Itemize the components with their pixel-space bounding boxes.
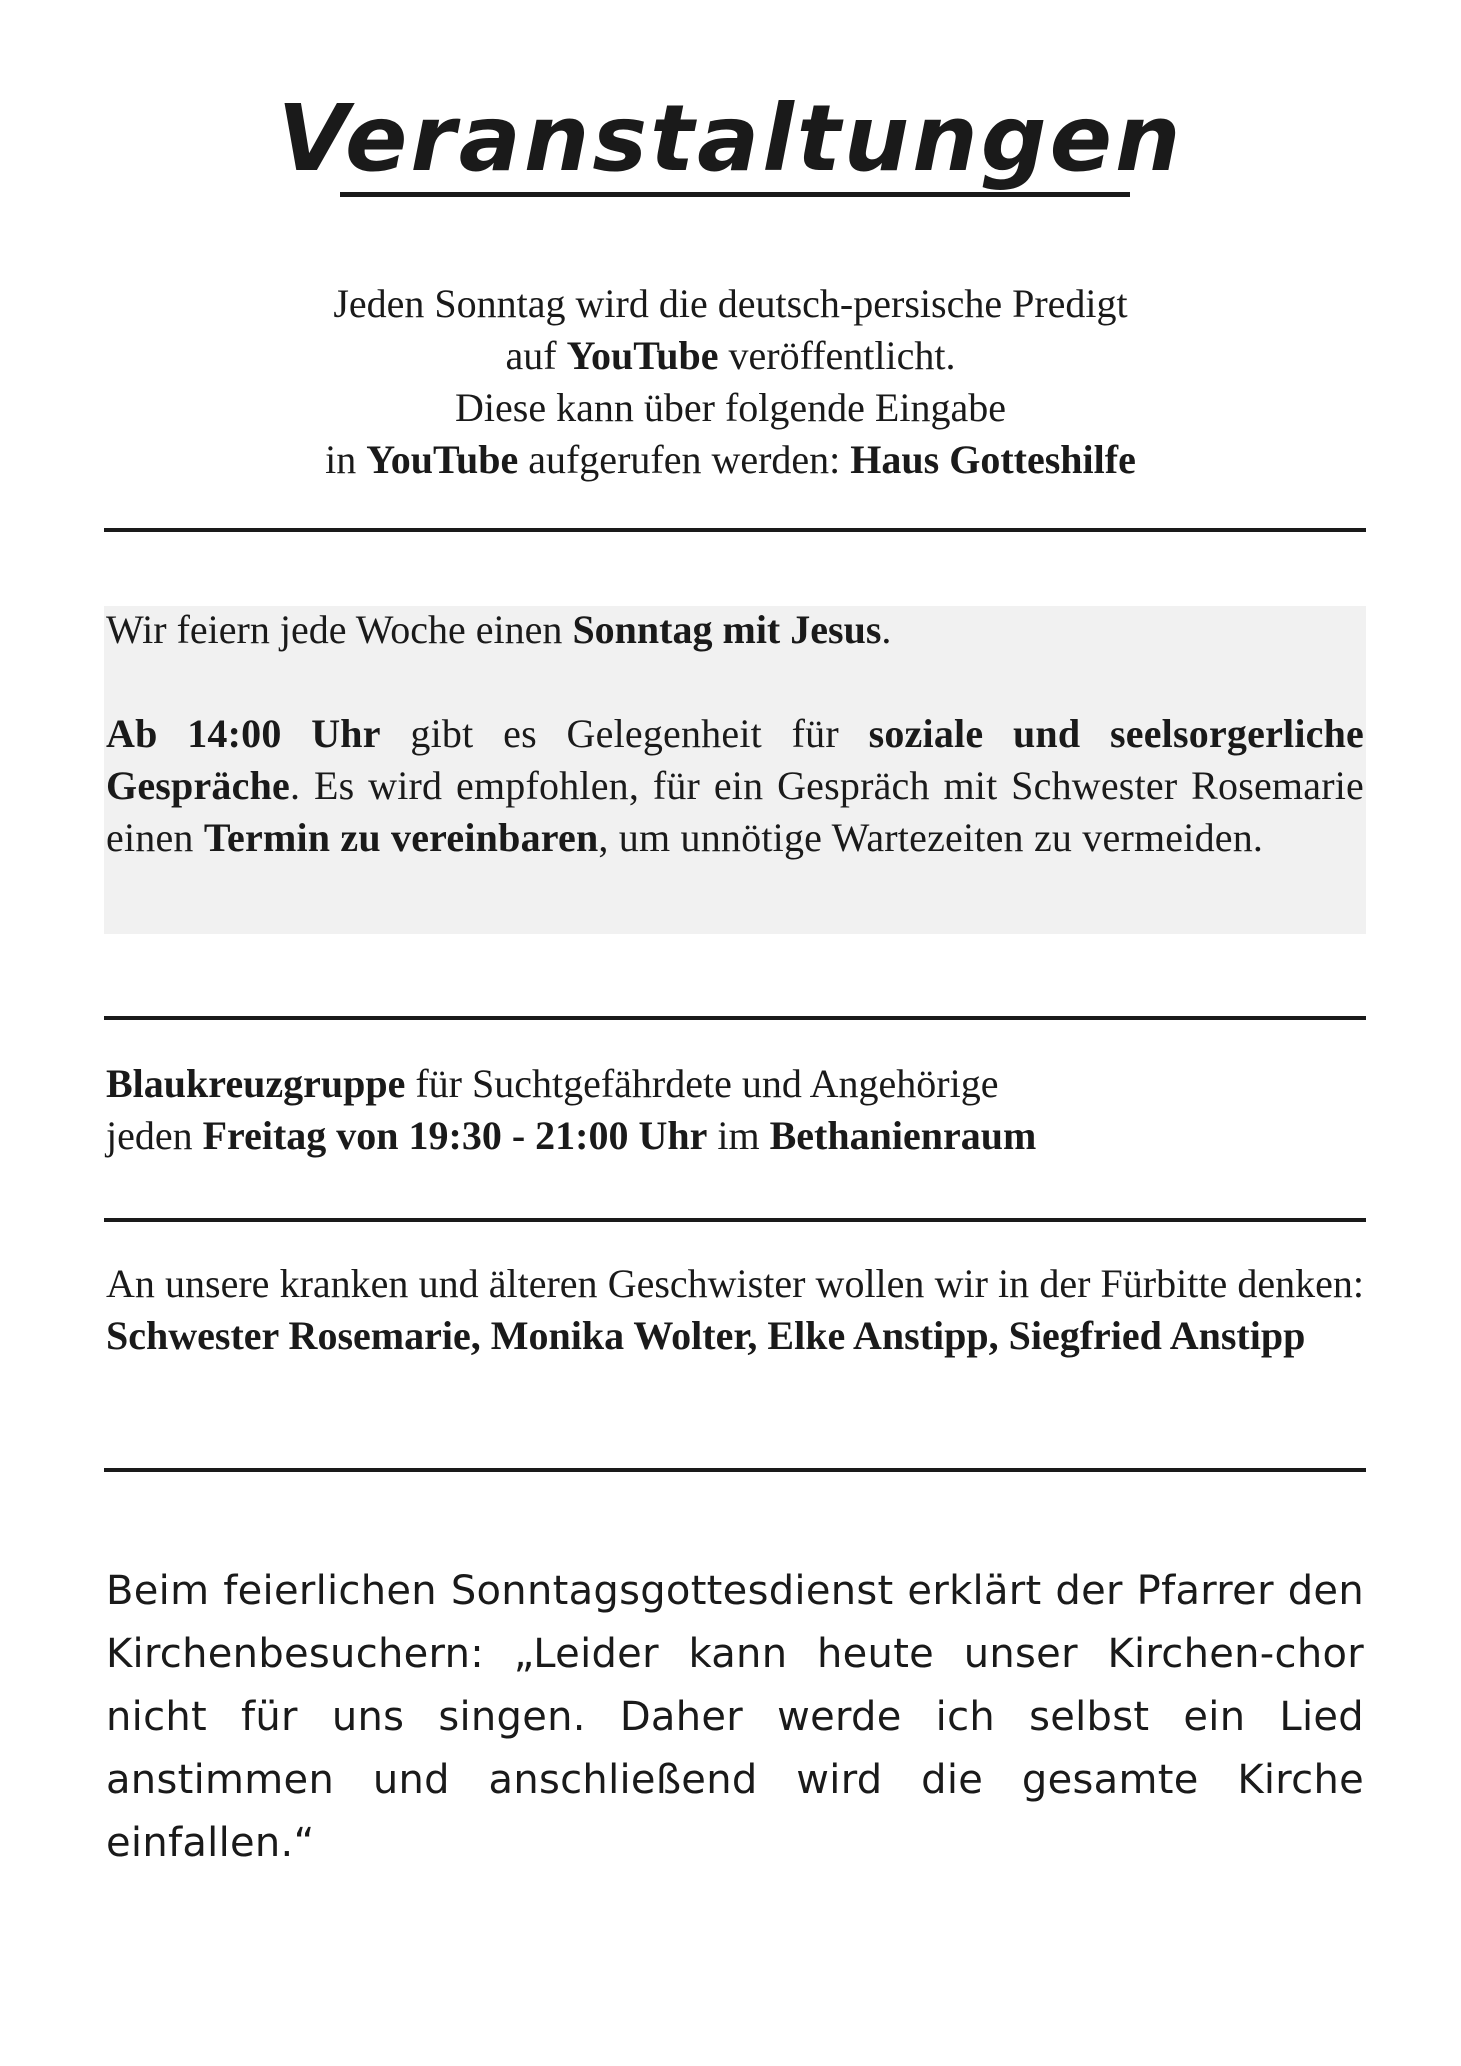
sunday-paragraph-1 <box>106 604 1364 656</box>
joke-paragraph: Beim feierlichen Sonntagsgottesdienst erklärt der Pfarrer den Kirchenbesuchern: „Leider kann heute unser Kirchen-chor nicht für uns singen. Daher werde ich selbst ein Lied anstimmen und anschließend wird die gesamte Kirche einfallen.“ <box>106 1568 1364 1866</box>
blaukreuz-text-3: im <box>707 1113 770 1158</box>
sunday-paragraph-2 <box>106 708 1364 864</box>
blaukreuz-line-2 <box>106 1110 1364 1162</box>
divider-2 <box>104 1016 1366 1020</box>
sunday-p2-bold-3: Termin zu vereinbaren <box>203 815 599 860</box>
sunday-section <box>106 604 1364 864</box>
prayer-section <box>106 1258 1364 1362</box>
divider-4 <box>104 1468 1366 1472</box>
sunday-paragraph-spacer <box>106 656 1364 708</box>
sunday-p2-text-1: gibt es Gelegenheit für <box>380 711 869 756</box>
blaukreuz-section <box>106 1058 1364 1162</box>
prayer-text: An unsere kranken und älteren Geschwister wollen wir in der Fürbitte denken: <box>106 1261 1364 1306</box>
intro-line-3: Diese kann über folgende Eingabe <box>455 385 1006 430</box>
sunday-p2-text-2: . Es wird empfohlen, für ein Gespräch mit Schwester Rosemarie einen <box>106 763 1364 860</box>
intro-line-1: Jeden Sonntag wird die deutsch-persische Predigt <box>333 281 1128 326</box>
blaukreuz-bold-3: Bethanienraum <box>769 1113 1037 1158</box>
divider-3 <box>104 1218 1366 1222</box>
intro-search-term: Haus Gotteshilfe <box>850 437 1136 482</box>
page-title: Veranstaltungen <box>277 85 1184 192</box>
intro-line-4-pre: in <box>325 437 367 482</box>
sunday-p2-bold-1: Ab 14:00 Uhr <box>106 711 381 756</box>
blaukreuz-bold-2: Freitag von 19:30 - 21:00 Uhr <box>202 1113 708 1158</box>
intro-line-2-pre: auf <box>505 333 567 378</box>
intro-youtube-bold: YouTube <box>566 333 719 378</box>
blaukreuz-text-2: jeden <box>106 1113 203 1158</box>
sunday-p1-post: . <box>881 607 892 652</box>
sunday-p1-pre: Wir feiern jede Woche einen <box>106 607 573 652</box>
intro-line-2-post: veröffentlicht. <box>718 333 956 378</box>
title-underline <box>340 192 1130 197</box>
blaukreuz-line-1 <box>106 1058 1364 1110</box>
blaukreuz-text-1: für Suchtgefährdete und Angehörige <box>405 1061 999 1106</box>
divider-1 <box>104 528 1366 532</box>
youtube-intro <box>0 278 1461 486</box>
sunday-p1-bold: Sonntag mit Jesus <box>572 607 882 652</box>
intro-youtube-bold-2: YouTube <box>366 437 519 482</box>
sunday-p2-bold-2: soziale und seelsorgerliche Gespräche <box>106 711 1365 808</box>
intro-line-4-mid: aufgerufen werden: <box>518 437 851 482</box>
intro-line-2 <box>0 330 1461 382</box>
sunday-p2-text-3: , um unnötige Wartezeiten zu vermeiden. <box>598 815 1264 860</box>
prayer-names: Schwester Rosemarie, Monika Wolter, Elke Anstipp, Siegfried Anstipp <box>106 1313 1306 1358</box>
blaukreuz-bold-1: Blaukreuzgruppe <box>106 1061 406 1106</box>
intro-line-4 <box>0 434 1461 486</box>
